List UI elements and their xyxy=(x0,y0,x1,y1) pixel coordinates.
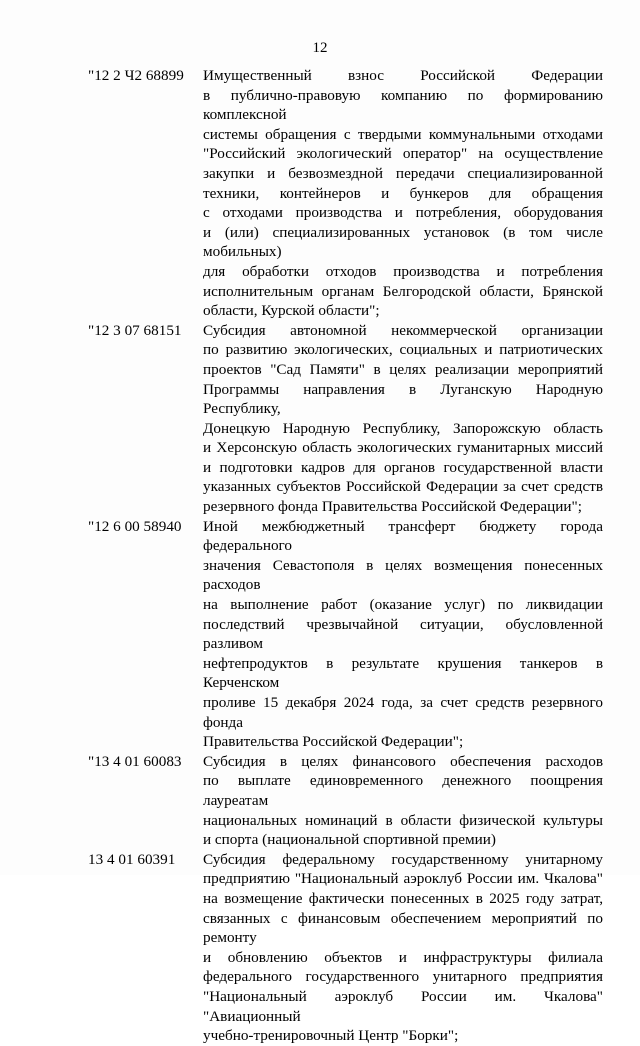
description-line: резервного фонда Правительства Российской Федерации"; xyxy=(203,498,582,516)
description-line: Субсидия федеральному государственному унитарному xyxy=(203,850,603,868)
description-line: и спорта (национальной спортивной премии) xyxy=(203,831,496,849)
description-line: на выполнение работ (оказание услуг) по ликвидации xyxy=(203,596,603,614)
budget-code-entry xyxy=(88,850,608,1046)
description-line: учебно-тренировочный Центр "Борки"; xyxy=(203,1027,459,1045)
entry-description xyxy=(203,752,603,850)
description-line: последствий чрезвычайной ситуации, обусловленной разливом xyxy=(203,615,603,653)
budget-code-entry xyxy=(88,66,608,321)
description-line: на возмещение фактически понесенных в 2025 году затрат, xyxy=(203,889,603,907)
description-line: предприятию "Национальный аэроклуб России им. Чкалова" xyxy=(203,870,603,888)
description-line: и обновлению объектов и инфраструктуры филиала xyxy=(203,948,603,966)
entry-description xyxy=(203,517,603,752)
description-line: Субсидия в целях финансового обеспечения расходов xyxy=(203,752,603,770)
description-line: и подготовки кадров для органов государственной власти xyxy=(203,458,603,476)
description-line: значения Севастополя в целях возмещения понесенных расходов xyxy=(203,556,603,594)
description-line: закупки и безвозмездной передачи специализированной xyxy=(203,164,603,182)
description-line: Иной межбюджетный трансферт бюджету города федерального xyxy=(203,517,603,555)
description-line: и Херсонскую область экологических гуманитарных миссий xyxy=(203,439,603,457)
description-line: с отходами производства и потребления, оборудования xyxy=(203,204,603,222)
description-line: по развитию экологических, социальных и патриотических xyxy=(203,341,603,359)
description-line: Субсидия автономной некоммерческой организации xyxy=(203,321,603,339)
budget-code-entry xyxy=(88,321,608,517)
budget-classification-code: "12 3 07 68151 xyxy=(88,321,182,339)
entry-description xyxy=(203,66,603,321)
description-line: в публично-правовую компанию по формированию комплексной xyxy=(203,86,603,124)
description-line: указанных субъектов Российской Федерации за счет средств xyxy=(203,478,603,496)
budget-classification-code: 13 4 01 60391 xyxy=(88,850,176,868)
description-line: области, Курской области"; xyxy=(203,302,380,320)
description-line: нефтепродуктов в результате крушения танкеров в Керченском xyxy=(203,654,603,692)
page-number: 12 xyxy=(312,40,328,56)
budget-classification-code: "12 2 Ч2 68899 xyxy=(88,67,184,84)
description-line: связанных с финансовым обеспечением мероприятий по ремонту xyxy=(203,909,603,947)
description-line: системы обращения с твердыми коммунальными отходами xyxy=(203,125,603,143)
entry-description xyxy=(203,321,603,517)
budget-code-entry xyxy=(88,517,608,752)
description-line: исполнительным органам Белгородской области, Брянской xyxy=(203,282,603,300)
description-line: национальных номинаций в области физической культуры xyxy=(203,811,603,829)
description-line: федерального государственного унитарного предприятия xyxy=(203,968,603,986)
entry-description xyxy=(203,850,603,1046)
description-line: "Российский экологический оператор" на осуществление xyxy=(203,145,603,163)
budget-classification-code: "13 4 01 60083 xyxy=(88,752,182,770)
description-line: Правительства Российской Федерации"; xyxy=(203,733,464,751)
description-line: по выплате единовременного денежного поощрения лауреатам xyxy=(203,772,603,809)
description-line: для обработки отходов производства и потребления xyxy=(203,262,603,280)
budget-code-entry xyxy=(88,752,608,850)
description-line: проектов "Сад Памяти" в целях реализации мероприятий xyxy=(203,360,603,378)
description-line: проливе 15 декабря 2024 года, за счет средств резервного фонда xyxy=(203,694,603,731)
description-line: техники, контейнеров и бункеров для обращения xyxy=(203,184,603,202)
description-line: Донецкую Народную Республику, Запорожскую область xyxy=(203,419,603,437)
description-line: "Национальный аэроклуб России им. Чкалова" "Авиационный xyxy=(203,987,603,1025)
description-line: Имущественный взнос Российской Федерации xyxy=(203,67,603,84)
description-line: Программы направления в Луганскую Народную Республику, xyxy=(203,380,603,418)
budget-classification-code: "12 6 00 58940 xyxy=(88,517,182,535)
description-line: и (или) специализированных установок (в том числе мобильных) xyxy=(203,223,603,261)
code-entries-list xyxy=(88,66,608,1046)
